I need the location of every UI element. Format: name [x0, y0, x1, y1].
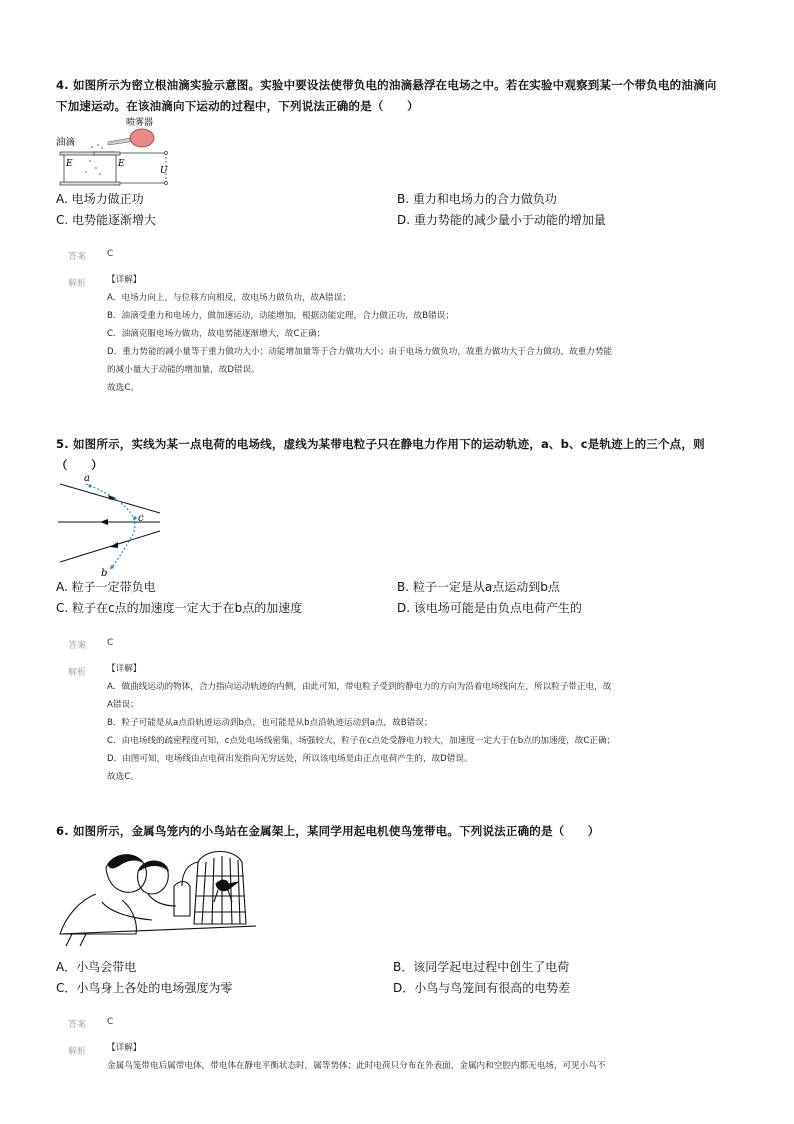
q4-exp-line: D．重力势能的减小量等于重力做功大小；动能增加量等于合力做功大小；由于电场力做负功，故重力做功大于合力做功，故重力势能	[107, 347, 613, 357]
q5-option-c[interactable]: C. 粒子在c点的加速度一定大于在b点的加速度	[56, 601, 303, 615]
sprayer-nozzle	[108, 138, 130, 145]
q4-stem	[56, 75, 756, 117]
q5-detail-tag: 【详解】	[107, 664, 142, 674]
q5-exp-line: A．做曲线运动的物体，合力指向运动轨迹的内侧，由此可知，带电粒子受到的静电力的方向为沿着电场线向左，所以粒子带正电，故	[107, 682, 612, 692]
arrow-bottom	[110, 542, 118, 548]
point-c-label: c	[138, 513, 144, 524]
q5-field-line-figure	[56, 470, 166, 578]
q6-birdcage-figure	[56, 846, 276, 948]
q6-exp-line: 金属鸟笼带电后属带电体，带电体在静电平衡状态时，属等势体；此时电荷只分布在外表面，金属内和空腔内都无电场，可见小鸟不	[107, 1061, 606, 1071]
kid-hair	[140, 861, 168, 870]
q5-exp-line: D．由图可知，电场线由点电荷出发指向无穷远处，所以该电场是由正点电荷产生的，故D错误。	[107, 754, 473, 764]
q4-option-a[interactable]: A. 电场力做正功	[56, 192, 144, 206]
point-a-label: a	[84, 473, 90, 484]
q5-option-d[interactable]: D. 该电场可能是由负点电荷产生的	[397, 601, 582, 615]
sprayer-label: 喷雾器	[126, 118, 154, 128]
generator-body	[174, 882, 190, 917]
q4-answer-value: C	[107, 249, 114, 259]
sprayer-bulb	[130, 129, 154, 147]
q4-option-d[interactable]: D. 重力势能的减少量小于动能的增加量	[397, 213, 606, 227]
q6-answer-label: 答案	[68, 1020, 87, 1030]
boy-hair	[108, 855, 142, 868]
q6-option-b[interactable]: B．该同学起电过程中创生了电荷	[393, 960, 570, 974]
q6-explanation	[107, 1039, 737, 1075]
q4-explanation	[107, 271, 737, 397]
arrow-top	[108, 495, 116, 500]
q4-exp-line: C．油滴克服电场力做功，故电势能逐渐增大，故C正确；	[107, 329, 326, 339]
droplet-label: 油滴	[56, 137, 76, 148]
q4-oil-drop-figure	[56, 116, 186, 194]
field-label-right: E	[118, 159, 125, 169]
q5-exp-line: A错误；	[107, 700, 139, 710]
boy-body	[60, 894, 136, 934]
q6-option-a[interactable]: A．小鸟会带电	[56, 960, 137, 974]
q6-detail-tag: 【详解】	[107, 1043, 142, 1053]
q6-stem: 6. 如图所示，金属鸟笼内的小鸟站在金属架上，某同学用起电机使鸟笼带电。下列说法正确的是（ ）	[56, 824, 600, 838]
q4-exp-line: 故选C。	[107, 383, 139, 393]
generator-wire	[182, 862, 198, 886]
q5-analysis-label: 解析	[68, 668, 87, 678]
q4-exp-line: 的减小量大于动能的增加量，故D错误。	[107, 365, 260, 375]
q5-exp-line: 故选C。	[107, 772, 139, 782]
q4-stem-line2: 下加速运动。在该油滴向下运动的过程中，下列说法正确的是（ ）	[56, 99, 419, 113]
q5-option-b[interactable]: B. 粒子一定是从a点运动到b点	[397, 580, 560, 594]
q5-stem-line1: 5. 如图所示，实线为某一点电荷的电场线，虚线为某带电粒子只在静电力作用下的运动轨迹，a、b、c是轨迹上的三个点，则	[56, 437, 705, 451]
point-a-dot	[88, 484, 91, 487]
q5-answer-label: 答案	[68, 641, 87, 651]
table-leg	[66, 934, 86, 946]
point-b-dot	[110, 565, 113, 568]
q5-answer-value: C	[107, 638, 114, 648]
q6-option-c[interactable]: C．小鸟身上各处的电场强度为零	[56, 981, 233, 995]
q4-detail-tag: 【详解】	[107, 275, 142, 285]
q5-option-a[interactable]: A. 粒子一定带负电	[56, 580, 156, 594]
q6-analysis-label: 解析	[68, 1047, 87, 1057]
q6-option-d[interactable]: D．小鸟与鸟笼间有很高的电势差	[393, 981, 571, 995]
field-label-left: E	[66, 159, 73, 169]
kid-hand	[148, 894, 176, 906]
upper-plate-right	[94, 152, 120, 155]
millikan-apparatus-diagram	[56, 116, 186, 194]
point-c-dot	[133, 516, 136, 519]
q4-exp-line: B．油滴受重力和电场力，做加速运动，动能增加，根据动能定理，合力做正功，故B错误；	[107, 311, 454, 321]
q4-exp-line: A．电场力向上，与位移方向相反，故电场力做负功，故A错误；	[107, 293, 351, 303]
field-line-bottom	[60, 531, 160, 562]
q5-explanation	[107, 660, 737, 786]
q4-answer-label: 答案	[68, 252, 87, 262]
bird	[216, 880, 238, 890]
q4-option-c[interactable]: C. 电势能逐渐增大	[56, 213, 157, 227]
lower-plate	[60, 182, 120, 185]
birdcage-illustration	[56, 846, 276, 948]
q4-option-b[interactable]: B. 重力和电场力的合力做负功	[397, 192, 557, 206]
voltage-label: U	[160, 166, 168, 176]
table-edge	[60, 926, 256, 934]
q4-stem-line1: 4. 如图所示为密立根油滴实验示意图。实验中要设法使带负电的油滴悬浮在电场之中。若在实验中观察到某一个带负电的油滴向	[56, 78, 717, 92]
electric-field-diagram	[56, 470, 166, 578]
q5-exp-line: C．由电场线的疏密程度可知，c点处电场线密集，场强较大，粒子在c点处受静电力较大，加速度一定大于在b点的加速度，故C正确；	[107, 736, 616, 746]
oil-droplets	[85, 144, 103, 175]
q4-analysis-label: 解析	[68, 279, 87, 289]
arrow-middle	[100, 519, 108, 525]
q5-exp-line: B．粒子可能是从a点沿轨迹运动到b点，也可能是从b点沿轨迹运动到a点，故B错误；	[107, 718, 433, 728]
q5-stem-line2: （ ）	[56, 458, 103, 472]
q6-answer-value: C	[107, 1017, 114, 1027]
point-b-label: b	[101, 568, 108, 578]
